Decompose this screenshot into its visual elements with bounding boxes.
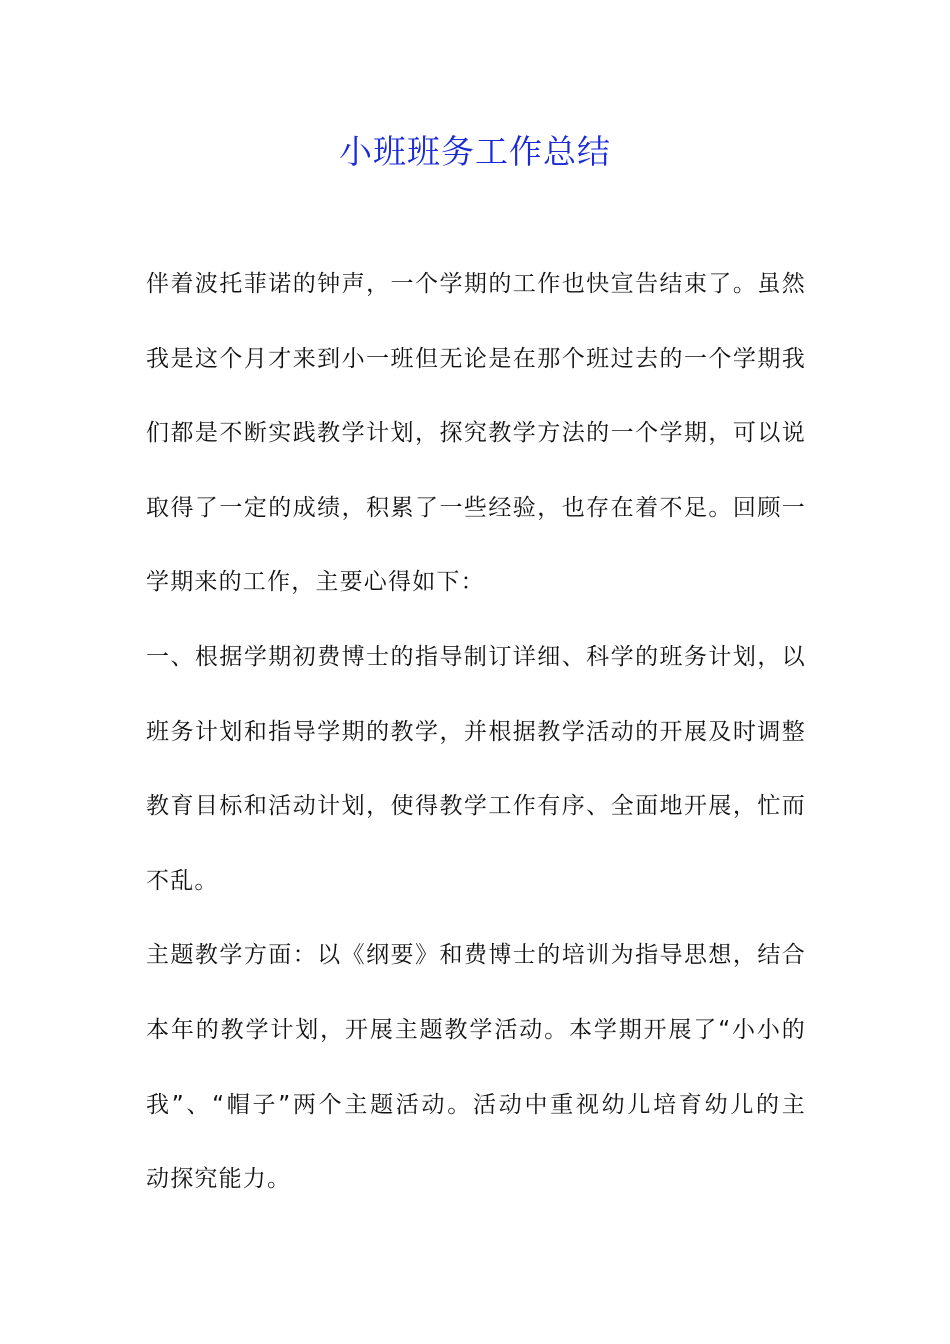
- document-body: [146, 258, 806, 1228]
- body-line-5: 学期来的工作，主要心得如下：: [146, 569, 485, 596]
- body-line-8: 教育目标和活动计划，使得教学工作有序、全面地开展，忙而: [146, 793, 806, 820]
- body-line-13: 动探究能力。: [146, 1166, 292, 1193]
- body-line-2: 我是这个月才来到小一班但无论是在那个班过去的一个学期我: [146, 345, 806, 372]
- body-line-10: 主题教学方面：以《纲要》和费博士的培训为指导思想，结合: [146, 942, 806, 969]
- body-line-12: 我”、“帽子”两个主题活动。活动中重视幼儿培育幼儿的主: [146, 1091, 806, 1118]
- body-line-1: 伴着波托菲诺的钟声，一个学期的工作也快宣告结束了。虽然: [146, 271, 806, 297]
- body-line-3: 们都是不断实践教学计划，探究教学方法的一个学期，可以说: [146, 420, 806, 447]
- body-line-7: 班务计划和指导学期的教学，并根据教学活动的开展及时调整: [146, 718, 806, 745]
- document-title: 小班班务工作总结: [339, 132, 611, 171]
- body-line-11: 本年的教学计划，开展主题教学活动。本学期开展了“小小的: [146, 1016, 806, 1043]
- body-line-9: 不乱。: [146, 867, 219, 894]
- body-line-4: 取得了一定的成绩，积累了一些经验，也存在着不足。回顾一: [146, 494, 806, 521]
- body-line-6: 一、根据学期初费博士的指导制订详细、科学的班务计划，以: [146, 643, 806, 670]
